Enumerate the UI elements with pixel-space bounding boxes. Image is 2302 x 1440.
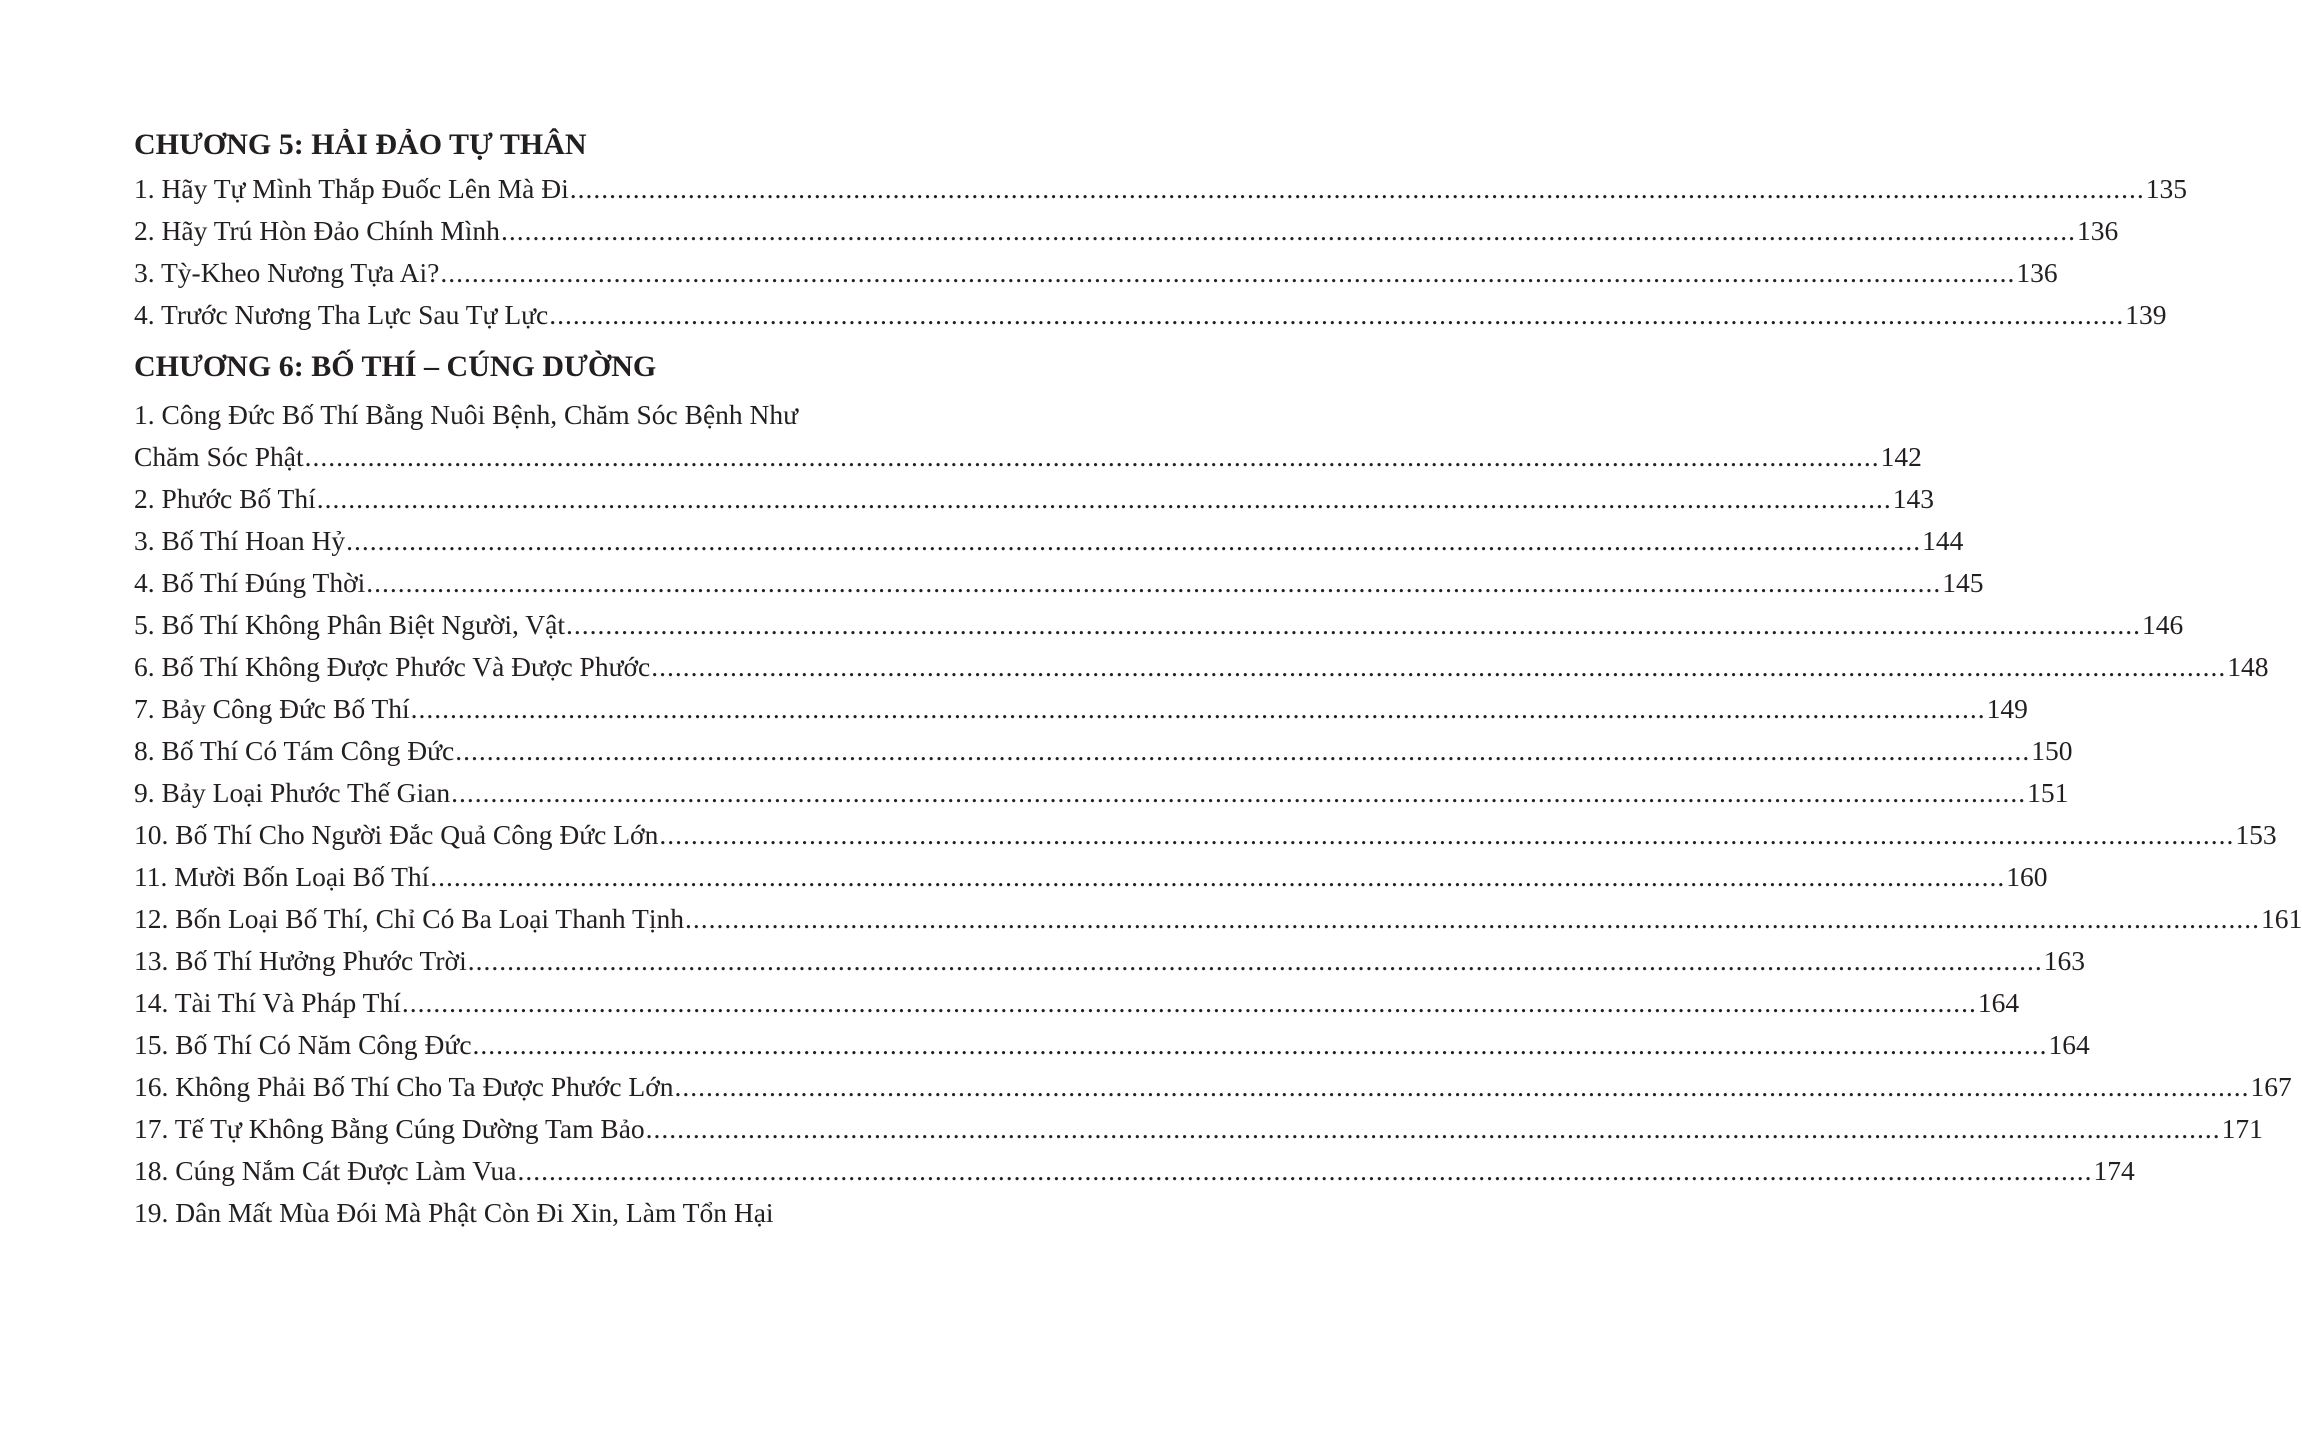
page-number: 163 bbox=[2043, 945, 2085, 976]
entry-title: Chăm Sóc Phật bbox=[134, 441, 304, 472]
toc-entry[interactable] bbox=[134, 252, 2058, 294]
dot-leader: ........................................................................................................................................................................................................ bbox=[566, 609, 2142, 640]
dot-leader: ........................................................................................................................................................................................................ bbox=[517, 1155, 2093, 1186]
entry-title: 7. Bảy Công Đức Bố Thí bbox=[134, 693, 410, 724]
toc-entry[interactable] bbox=[134, 898, 2302, 940]
entry-title: 4. Trước Nương Tha Lực Sau Tự Lực bbox=[134, 299, 549, 330]
dot-leader: ........................................................................................................................................................................................................ bbox=[467, 945, 2043, 976]
page-number: 150 bbox=[2031, 735, 2073, 766]
entry-title: 10. Bố Thí Cho Người Đắc Quả Công Đức Lớn bbox=[134, 819, 659, 850]
page-number: 136 bbox=[2016, 257, 2058, 288]
dot-leader: ........................................................................................................................................................................................................ bbox=[645, 1113, 2221, 1144]
page-number: 160 bbox=[2006, 861, 2048, 892]
chapter-6 bbox=[134, 344, 2302, 1234]
entry-title: 9. Bảy Loại Phước Thế Gian bbox=[134, 777, 451, 808]
toc-entry[interactable] bbox=[134, 478, 1934, 520]
entry-title: 3. Bố Thí Hoan Hỷ bbox=[134, 525, 346, 556]
toc-entry[interactable] bbox=[134, 520, 1964, 562]
entry-title-line-1: 1. Công Đức Bố Thí Bằng Nuôi Bệnh, Chăm Sóc Bệnh Như bbox=[134, 399, 799, 430]
entry-title: 13. Bố Thí Hưởng Phước Trời bbox=[134, 945, 467, 976]
page-number: 167 bbox=[2250, 1071, 2292, 1102]
toc-entry[interactable] bbox=[134, 294, 2167, 336]
dot-leader: ........................................................................................................................................................................................................ bbox=[316, 483, 1892, 514]
toc-entry[interactable] bbox=[134, 730, 2073, 772]
toc-entry[interactable] bbox=[134, 688, 2028, 730]
toc-entry[interactable] bbox=[134, 168, 2187, 210]
page-number: 139 bbox=[2125, 299, 2167, 330]
toc-entry[interactable] bbox=[134, 772, 2069, 814]
entry-title: 3. Tỳ-Kheo Nương Tựa Ai? bbox=[134, 257, 440, 288]
chapter-title: CHƯƠNG 6: BỐ THÍ – CÚNG DƯỜNG bbox=[134, 350, 657, 383]
dot-leader: ........................................................................................................................................................................................................ bbox=[430, 861, 2006, 892]
entry-title: 17. Tế Tự Không Bằng Cúng Dường Tam Bảo bbox=[134, 1113, 645, 1144]
dot-leader: ........................................................................................................................................................................................................ bbox=[401, 987, 1977, 1018]
dot-leader: ........................................................................................................................................................................................................ bbox=[549, 299, 2125, 330]
entry-title: 2. Phước Bố Thí bbox=[134, 483, 316, 514]
entry-title: 18. Cúng Nắm Cát Được Làm Vua bbox=[134, 1155, 517, 1186]
entry-title: 5. Bố Thí Không Phân Biệt Người, Vật bbox=[134, 609, 566, 640]
page-number: 153 bbox=[2235, 819, 2277, 850]
dot-leader: ........................................................................................................................................................................................................ bbox=[366, 567, 1942, 598]
page-number: 149 bbox=[1986, 693, 2028, 724]
toc-entry[interactable] bbox=[134, 940, 2085, 982]
toc-entry[interactable] bbox=[134, 562, 1984, 604]
page-number: 164 bbox=[2048, 1029, 2090, 1060]
dot-leader: ........................................................................................................................................................................................................ bbox=[659, 819, 2235, 850]
page-number: 164 bbox=[1977, 987, 2020, 1018]
entry-title-line-1: 19. Dân Mất Mùa Đói Mà Phật Còn Đi Xin, Làm Tổn Hại bbox=[134, 1197, 774, 1228]
dot-leader: ........................................................................................................................................................................................................ bbox=[569, 173, 2145, 204]
toc-entry[interactable] bbox=[134, 210, 2119, 252]
entry-title: 6. Bố Thí Không Được Phước Và Được Phước bbox=[134, 651, 651, 682]
toc-entry[interactable] bbox=[134, 982, 2020, 1024]
toc-entry[interactable] bbox=[134, 814, 2277, 856]
entry-title: 11. Mười Bốn Loại Bố Thí bbox=[134, 861, 430, 892]
entry-title: 14. Tài Thí Và Pháp Thí bbox=[134, 987, 401, 1018]
chapter-5 bbox=[134, 122, 2187, 336]
toc-entry[interactable] bbox=[134, 1066, 2292, 1108]
page-number: 144 bbox=[1922, 525, 1964, 556]
entry-title: 12. Bốn Loại Bố Thí, Chỉ Có Ba Loại Thanh Tịnh bbox=[134, 903, 684, 934]
dot-leader: ........................................................................................................................................................................................................ bbox=[451, 777, 2027, 808]
page-number: 136 bbox=[2076, 215, 2119, 246]
dot-leader: ........................................................................................................................................................................................................ bbox=[651, 651, 2227, 682]
toc-entry[interactable] bbox=[134, 646, 2269, 688]
table-of-contents bbox=[134, 122, 2302, 1234]
entry-title: 16. Không Phải Bố Thí Cho Ta Được Phước Lớn bbox=[134, 1071, 674, 1102]
dot-leader: ........................................................................................................................................................................................................ bbox=[346, 525, 1922, 556]
dot-leader: ........................................................................................................................................................................................................ bbox=[685, 903, 2260, 934]
toc-entry[interactable] bbox=[134, 856, 2048, 898]
page-number: 135 bbox=[2145, 173, 2187, 204]
dot-leader: ........................................................................................................................................................................................................ bbox=[304, 441, 1880, 472]
dot-leader: ........................................................................................................................................................................................................ bbox=[472, 1029, 2048, 1060]
page-number: 143 bbox=[1892, 483, 1934, 514]
page-number: 142 bbox=[1880, 441, 1922, 472]
dot-leader: ........................................................................................................................................................................................................ bbox=[410, 693, 1986, 724]
page-number: 171 bbox=[2221, 1113, 2263, 1144]
dot-leader: ........................................................................................................................................................................................................ bbox=[674, 1071, 2250, 1102]
toc-entry[interactable] bbox=[134, 394, 1922, 478]
entry-title: 4. Bố Thí Đúng Thời bbox=[134, 567, 366, 598]
entry-title: 8. Bố Thí Có Tám Công Đức bbox=[134, 735, 455, 766]
entry-title: 1. Hãy Tự Mình Thắp Đuốc Lên Mà Đi bbox=[134, 173, 569, 204]
chapter-title: CHƯƠNG 5: HẢI ĐẢO TỰ THÂN bbox=[134, 128, 587, 161]
dot-leader: ........................................................................................................................................................................................................ bbox=[500, 215, 2076, 246]
page-number: 161 bbox=[2261, 903, 2302, 934]
toc-entry[interactable] bbox=[134, 1024, 2090, 1066]
dot-leader: ........................................................................................................................................................................................................ bbox=[440, 257, 2016, 288]
toc-entry[interactable] bbox=[134, 604, 2184, 646]
page-number: 174 bbox=[2093, 1155, 2135, 1186]
dot-leader: ........................................................................................................................................................................................................ bbox=[455, 735, 2031, 766]
page-number: 151 bbox=[2027, 777, 2069, 808]
entry-title: 15. Bố Thí Có Năm Công Đức bbox=[134, 1029, 472, 1060]
toc-entry[interactable] bbox=[134, 1108, 2263, 1150]
toc-entry[interactable] bbox=[134, 1150, 2135, 1192]
page-number: 146 bbox=[2142, 609, 2184, 640]
toc-entry[interactable] bbox=[134, 1192, 882, 1234]
page-number: 148 bbox=[2227, 651, 2269, 682]
page-number: 145 bbox=[1942, 567, 1984, 598]
entry-title: 2. Hãy Trú Hòn Đảo Chính Mình bbox=[134, 215, 500, 246]
